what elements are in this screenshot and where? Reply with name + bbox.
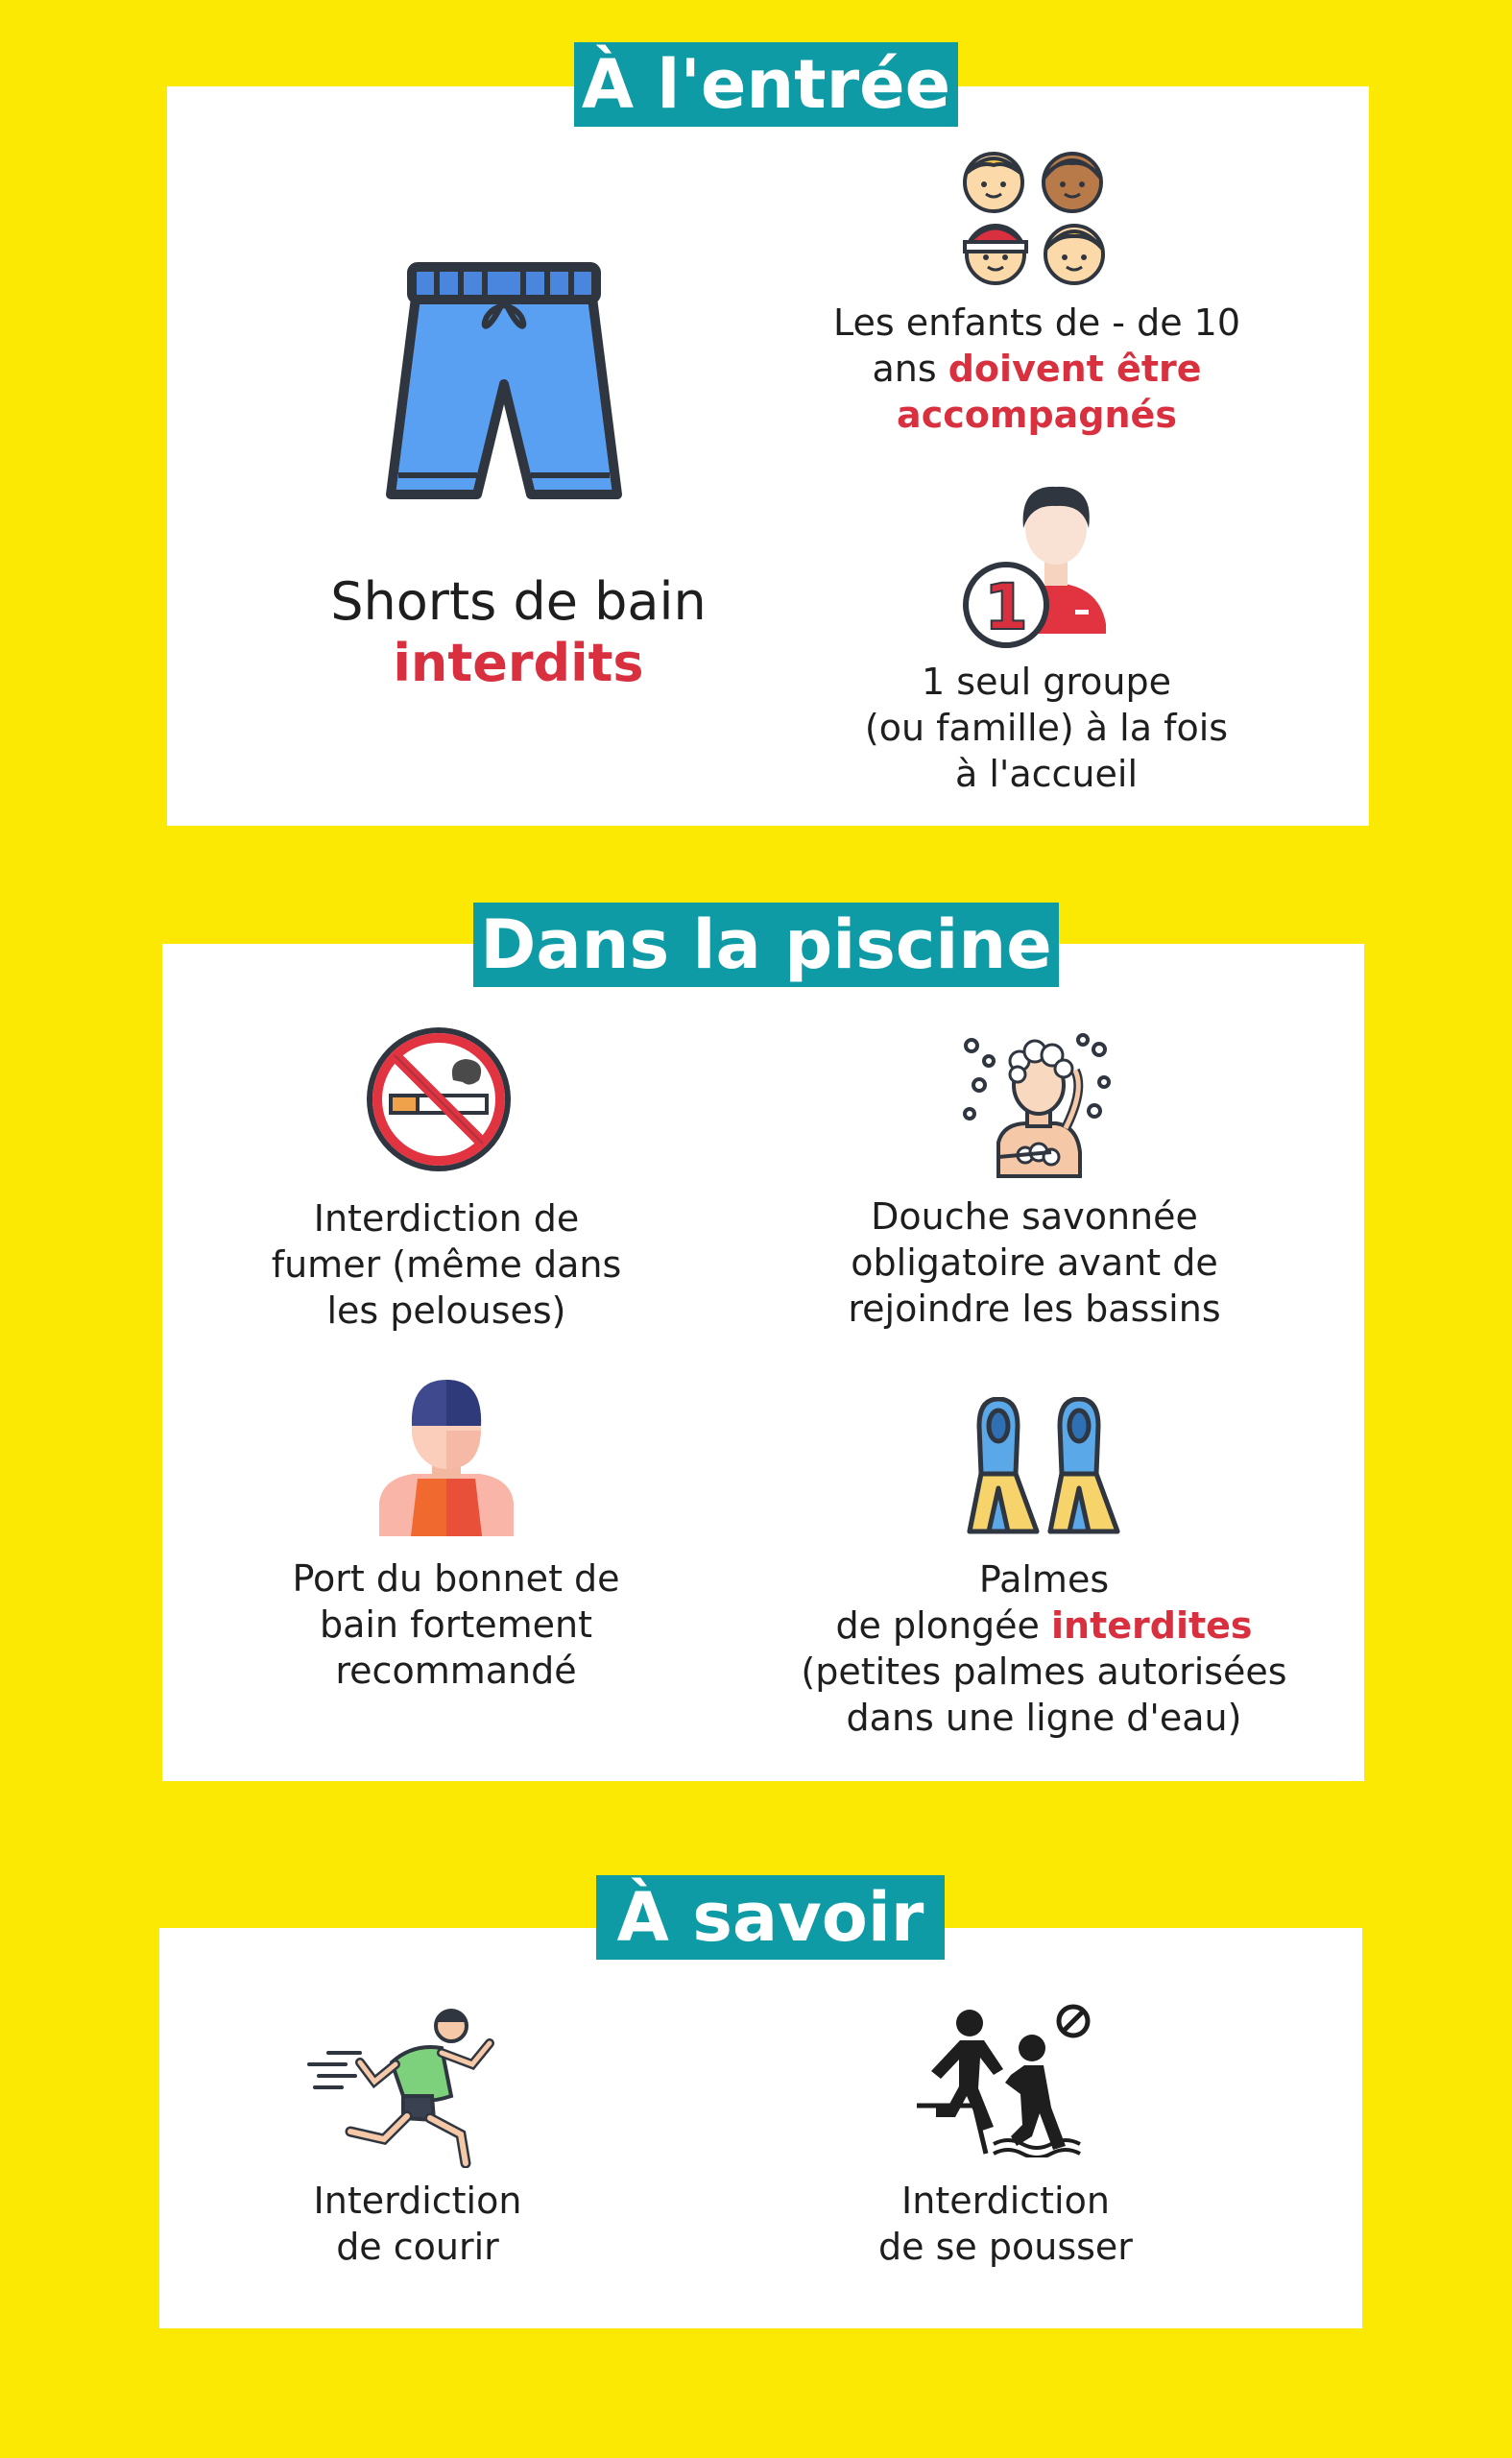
enfants-line3: accompagnés	[897, 394, 1177, 436]
groupe-line2: (ou famille) à la fois	[864, 707, 1229, 749]
palmes-line2	[778, 1603, 1310, 1649]
fumer-text	[221, 1195, 672, 1334]
shorts-text	[288, 571, 749, 694]
no-pushing-icon	[917, 2002, 1094, 2157]
pousser-text	[835, 2178, 1176, 2270]
courir-line2: de courir	[336, 2226, 499, 2268]
palmes-text	[778, 1556, 1310, 1741]
enfants-text	[797, 300, 1277, 438]
douche-line3: rejoindre les bassins	[848, 1288, 1221, 1330]
douche-text	[806, 1193, 1262, 1332]
palmes-line4: dans une ligne d'eau)	[846, 1697, 1242, 1739]
douche-line2: obligatoire avant de	[851, 1241, 1218, 1284]
bonnet-text	[235, 1555, 677, 1694]
palmes-line2-plain: de plongée	[835, 1604, 1051, 1647]
fumer-line1: Interdiction de	[313, 1197, 580, 1240]
bonnet-line3: recommandé	[335, 1650, 577, 1692]
swim-shorts-icon	[379, 259, 629, 514]
enfants-line2-red: doivent être	[948, 348, 1202, 390]
groupe-text	[811, 659, 1282, 797]
no-smoking-icon	[362, 1023, 516, 1176]
diving-fins-icon	[960, 1397, 1125, 1536]
palmes-line2-red: interdites	[1051, 1604, 1253, 1647]
enfants-line1: Les enfants de - de 10	[832, 301, 1241, 344]
badge-number: 1	[984, 570, 1028, 644]
fumer-line2: fumer (même dans	[271, 1243, 622, 1286]
courir-text	[259, 2178, 576, 2270]
shorts-line2: interdits	[393, 633, 644, 693]
savoir-title: À savoir	[596, 1875, 945, 1960]
palmes-line1: Palmes	[978, 1558, 1110, 1601]
bonnet-line1: Port du bonnet de	[292, 1557, 620, 1600]
groupe-line3: à l'accueil	[954, 753, 1139, 795]
pousser-line2: de se pousser	[878, 2226, 1133, 2268]
entree-title: À l'entrée	[574, 42, 958, 127]
children-icon	[957, 144, 1113, 293]
pousser-line1: Interdiction	[901, 2180, 1110, 2222]
enfants-line2-plain: ans	[872, 348, 948, 390]
running-person-icon	[307, 2005, 499, 2168]
bonnet-line2: bain fortement	[319, 1603, 593, 1646]
swim-cap-icon	[374, 1378, 518, 1536]
courir-line1: Interdiction	[313, 2180, 522, 2222]
piscine-title: Dans la piscine	[473, 903, 1059, 987]
groupe-line1: 1 seul groupe	[922, 661, 1171, 703]
douche-line1: Douche savonnée	[871, 1195, 1198, 1238]
receptionist-icon	[960, 475, 1114, 658]
fumer-line3: les pelouses)	[326, 1289, 566, 1332]
shower-soap-icon	[960, 1032, 1116, 1181]
palmes-line3: (petites palmes autorisées	[801, 1651, 1287, 1693]
enfants-line2	[797, 346, 1277, 392]
shorts-line1: Shorts de bain	[330, 571, 707, 632]
